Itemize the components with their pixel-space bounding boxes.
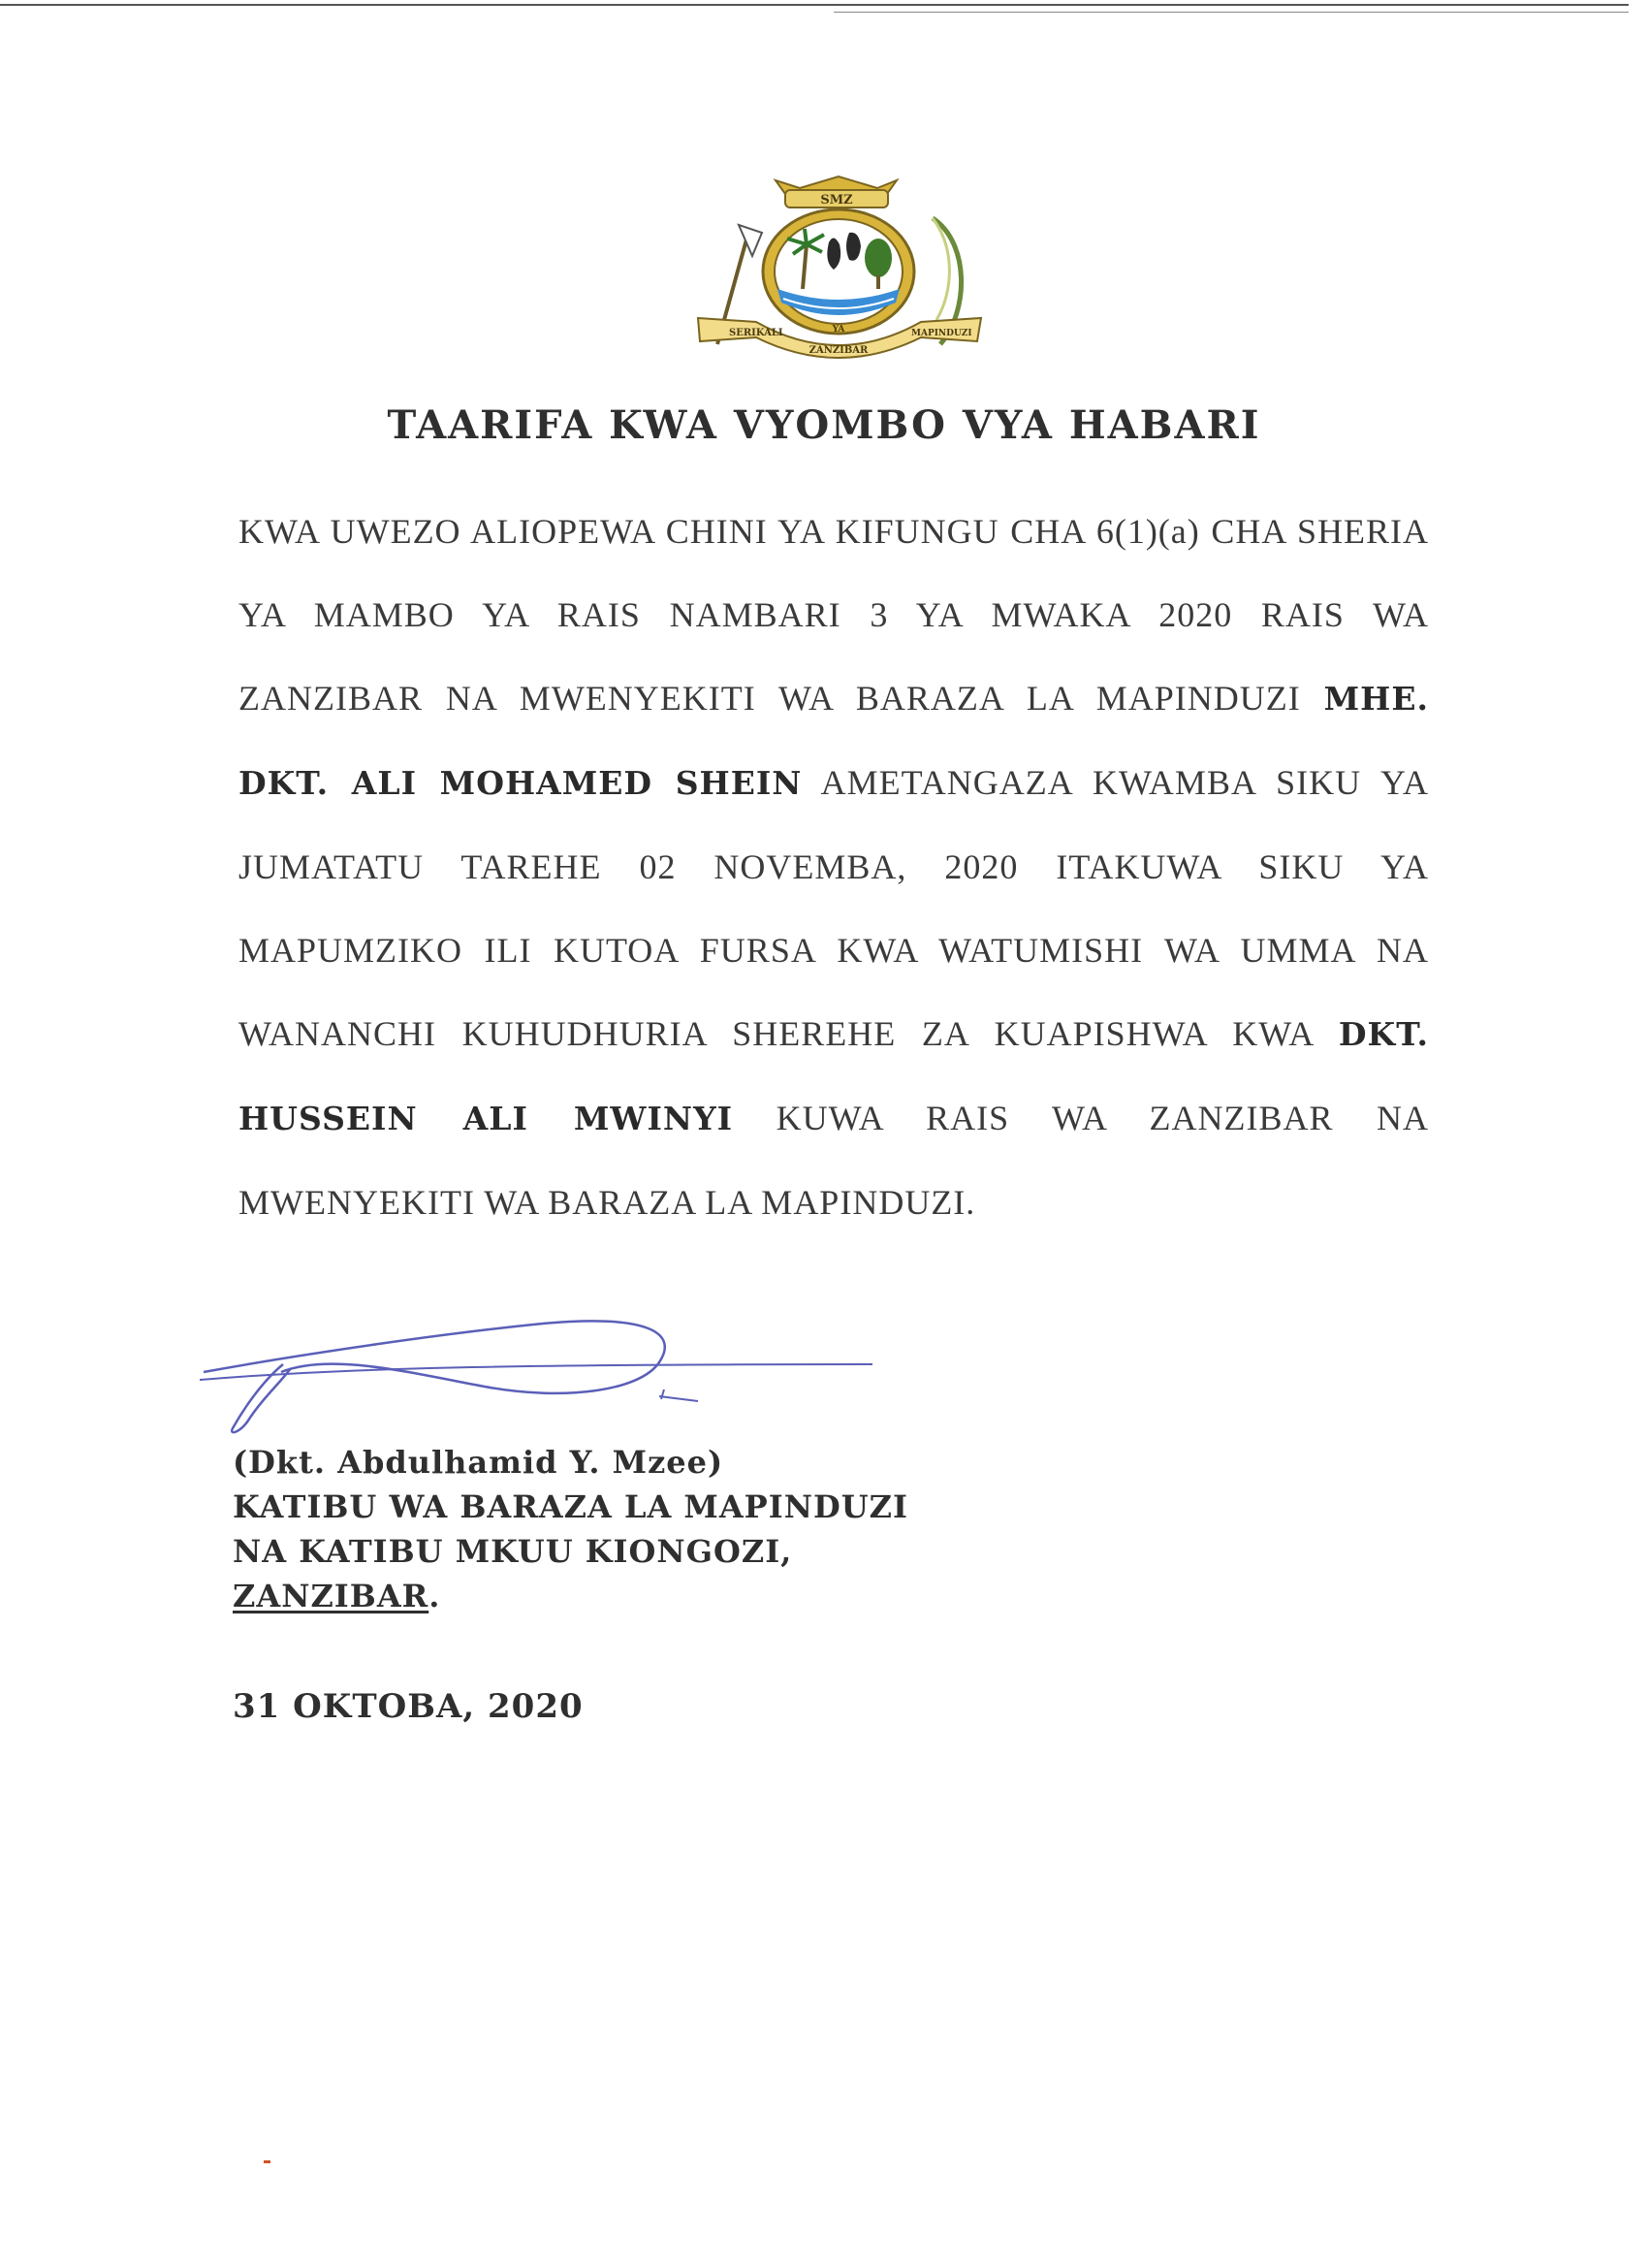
emblem-ribbon-right: MAPINDUZI xyxy=(911,329,972,338)
signatory-name: (Dkt. Abdulhamid Y. Mzee) xyxy=(233,1444,724,1481)
statement-text-part-1: KWA UWEZO ALIOPEWA CHINI YA KIFUNGU CHA 6(1)(a) CHA SHERIA YA MAMBO YA RAIS NAMBARI 3 YA MWAKA 2020 RAIS WA ZANZIBAR NA MWENYEKITI WA BARAZA LA MAPINDUZI xyxy=(238,512,1429,718)
scan-speck xyxy=(264,2160,270,2163)
emblem-ribbon-middle: YA xyxy=(832,325,845,335)
signatory-location xyxy=(233,1574,908,1618)
signatory-location-period: . xyxy=(428,1578,441,1614)
signatory-title-line-1: KATIBU WA BARAZA LA MAPINDUZI xyxy=(233,1488,908,1525)
statement-body xyxy=(238,490,1429,1244)
statement-text-part-2: AMETANGAZA KWAMBA SIKU YA JUMATATU TAREHE 02 NOVEMBA, 2020 ITAKUWA SIKU YA MAPUMZIKO ILI KUTOA FURSA KWA WATUMISHI WA UMMA NA WANANCHI KUHUDHURIA SHEREHE ZA KUAPISHWA KWA xyxy=(238,763,1429,1053)
signatory-location-text: ZANZIBAR xyxy=(233,1578,429,1614)
signoff-block xyxy=(233,1440,908,1618)
handwritten-signature xyxy=(194,1294,892,1450)
emblem-ribbon-bottom: ZANZIBAR xyxy=(808,345,869,356)
statement-name-mwinyi: DKT. HUSSEIN ALI MWINYI xyxy=(238,1015,1429,1137)
document-date: 31 OKTOBA, 2020 xyxy=(233,1687,584,1726)
top-border-line xyxy=(0,4,1629,6)
document-heading: TAARIFA KWA VYOMBO VYA HABARI xyxy=(387,402,1261,448)
statement-text-part-3: KUWA RAIS WA ZANZIBAR NA MWENYEKITI WA BARAZA LA MAPINDUZI. xyxy=(238,1099,1429,1222)
statement-name-shein: MHE. DKT. ALI MOHAMED SHEIN xyxy=(238,680,1429,802)
signatory-title-line-2: NA KATIBU MKUU KIONGOZI, xyxy=(233,1533,793,1570)
top-border-line-secondary xyxy=(834,12,1629,13)
emblem-ribbon-left: SERIKALI xyxy=(729,328,783,338)
zanzibar-coat-of-arms-emblem xyxy=(679,175,998,359)
emblem-top-text: SMZ xyxy=(820,193,853,208)
